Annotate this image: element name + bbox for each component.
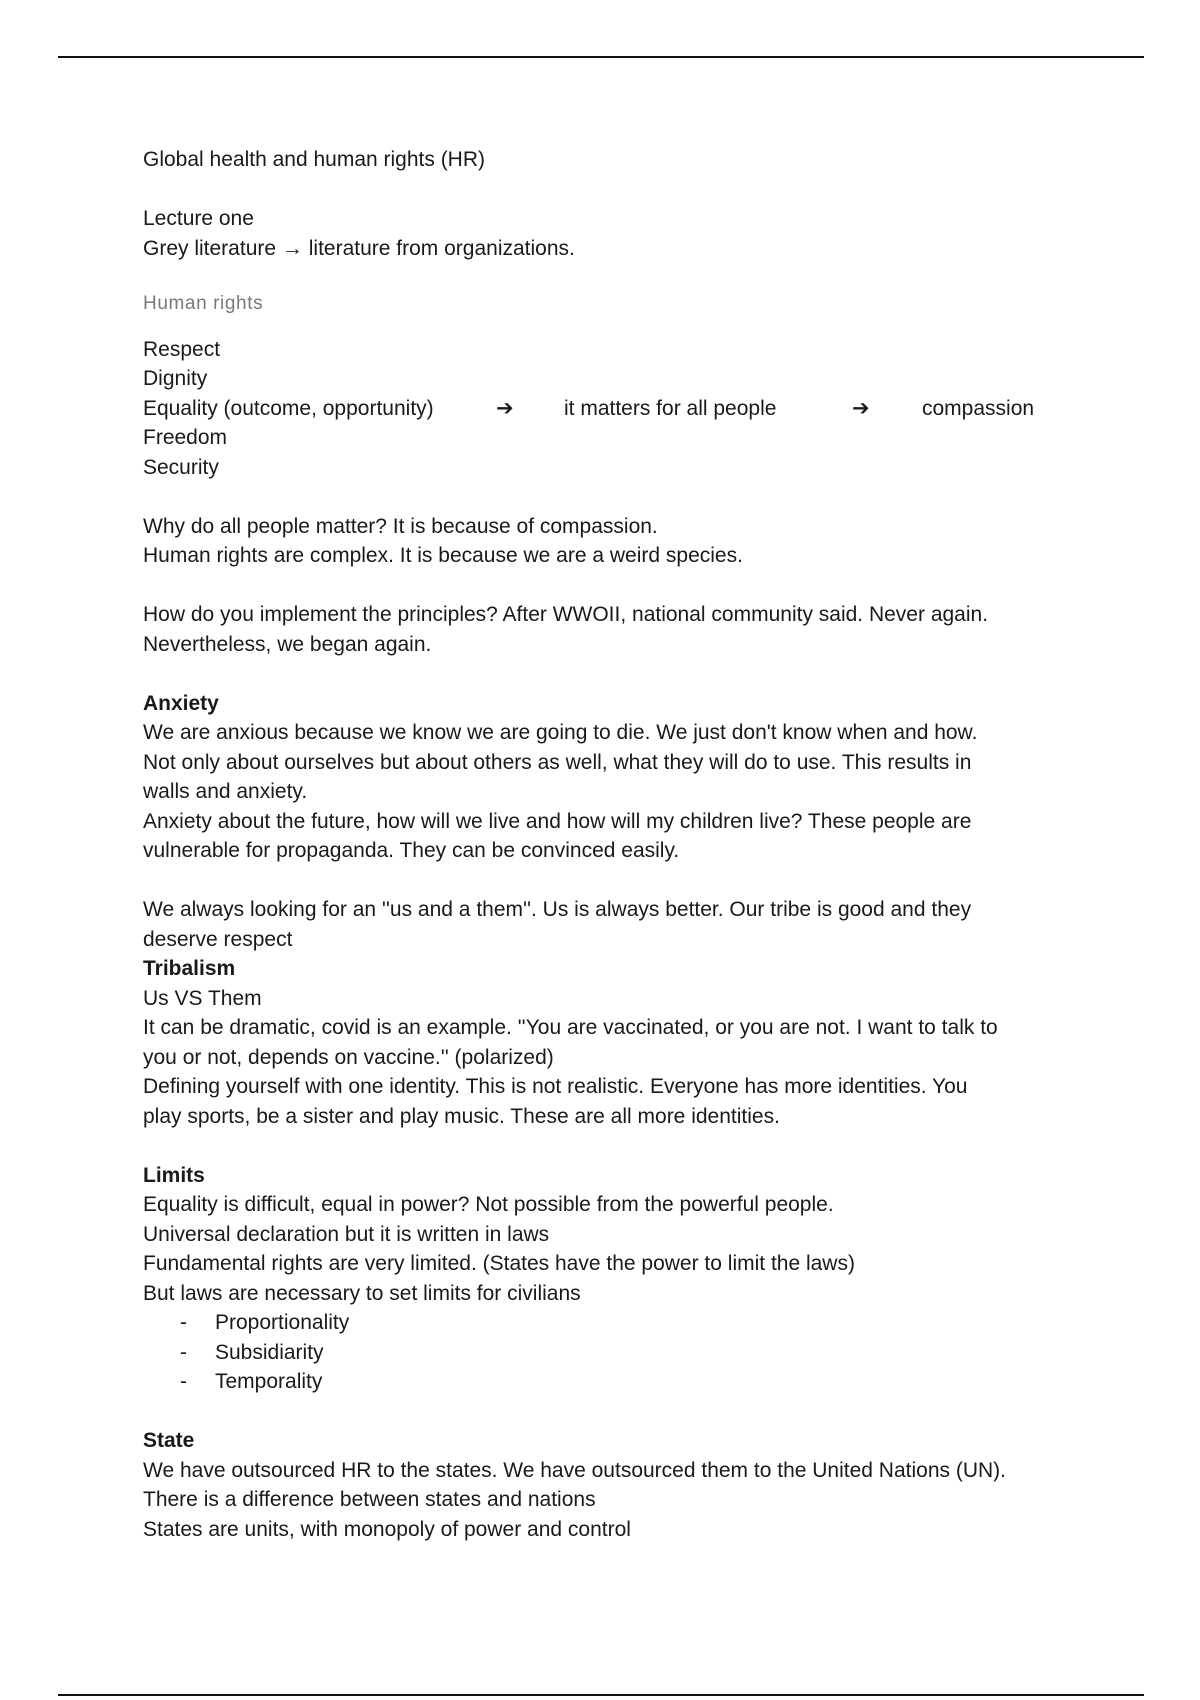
value-security: Security [143, 455, 219, 479]
paragraph-line: walls and anxiety. [143, 780, 308, 803]
paragraph-line: It can be dramatic, covid is an example. ''You are vaccinated, or you are not. I want to talk to [143, 1016, 998, 1039]
paragraph-line: We have outsourced HR to the states. We have outsourced them to the United Nations (UN). [143, 1458, 1006, 1482]
arrow-icon: ➔ [852, 396, 870, 420]
bullet-text: Proportionality [215, 1311, 350, 1334]
paragraph-line: Not only about ourselves but about others as well, what they will do to use. This results in [143, 750, 972, 774]
paragraph-line: vulnerable for propaganda. They can be convinced easily. [143, 839, 680, 862]
paragraph-line: Universal declaration but it is written in laws [143, 1222, 550, 1246]
bullet-text: Temporality [215, 1370, 323, 1393]
bullet-dash: - [180, 1311, 187, 1334]
page-bottom-rule [58, 1694, 1144, 1696]
human-rights-subheading: Human rights [143, 293, 264, 314]
bullet-dash: - [180, 1370, 187, 1393]
paragraph-line: Equality is difficult, equal in power? Not possible from the powerful people. [143, 1193, 834, 1216]
paragraph-line: We are anxious because we know we are going to die. We just don't know when and how. [143, 721, 978, 744]
list-item [143, 1308, 1073, 1338]
value-respect: Respect [143, 337, 221, 361]
paragraph-line: Us VS Them [143, 986, 262, 1010]
paragraph-line: play sports, be a sister and play music. These are all more identities. [143, 1104, 780, 1128]
document-title: Global health and human rights (HR) [143, 148, 486, 171]
value-dignity: Dignity [143, 367, 208, 390]
paragraph-line: you or not, depends on vaccine.'' (polarized) [143, 1045, 554, 1069]
matters-text: it matters for all people [564, 396, 777, 420]
paragraph-line: Defining yourself with one identity. This is not realistic. Everyone has more identities. You [143, 1075, 968, 1098]
bullet-dash: - [180, 1340, 187, 1364]
grey-literature-line [143, 234, 1073, 264]
arrow-icon: ➔ [496, 396, 514, 420]
paragraph-line: How do you implement the principles? After WWOII, national community said. Never again. [143, 603, 989, 626]
tribalism-heading: Tribalism [143, 957, 236, 980]
paragraph-line: Anxiety about the future, how will we live and how will my children live? These people are [143, 809, 972, 833]
paragraph-line: Human rights are complex. It is because we are a weird species. [143, 544, 743, 567]
grey-literature-definition: literature from organizations. [308, 236, 575, 260]
page-top-rule [58, 56, 1144, 58]
paragraph-line: States are units, with monopoly of power and control [143, 1517, 631, 1541]
bullet-text: Subsidiarity [215, 1340, 324, 1364]
value-freedom: Freedom [143, 426, 228, 449]
equality-arrow-row [143, 394, 1073, 424]
paragraph-line: But laws are necessary to set limits for civilians [143, 1281, 581, 1305]
anxiety-heading: Anxiety [143, 691, 219, 715]
paragraph-line: We always looking for an ''us and a them''. Us is always better. Our tribe is good and they [143, 898, 972, 921]
document-body [143, 145, 1073, 1544]
right-arrow-icon: → [281, 236, 303, 260]
grey-literature-term: Grey literature [143, 236, 277, 260]
limits-bullet-list [143, 1308, 1073, 1397]
paragraph-line: deserve respect [143, 927, 293, 951]
limits-heading: Limits [143, 1163, 205, 1187]
compassion-text: compassion [922, 396, 1035, 420]
list-item [143, 1367, 1073, 1397]
paragraph-line: Why do all people matter? It is because of compassion. [143, 514, 658, 538]
paragraph-line: There is a difference between states and nations [143, 1488, 596, 1511]
state-heading: State [143, 1429, 195, 1452]
paragraph-line: Nevertheless, we began again. [143, 632, 432, 656]
value-equality: Equality (outcome, opportunity) [143, 396, 434, 420]
paragraph-line: Fundamental rights are very limited. (States have the power to limit the laws) [143, 1252, 855, 1275]
list-item [143, 1338, 1073, 1368]
lecture-label: Lecture one [143, 207, 254, 230]
